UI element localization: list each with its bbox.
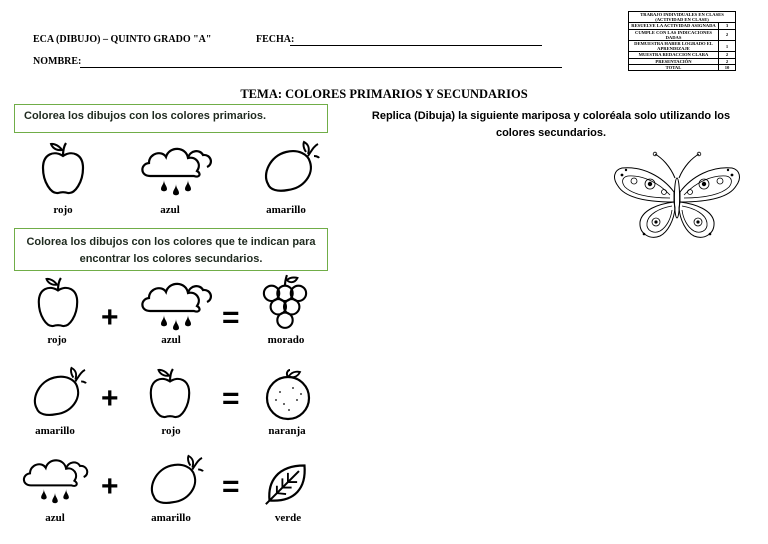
rubric-total-label: TOTAL [629,64,719,70]
rubric-title: TRABAJO INDIVIDUALES EN CLASES (ACTIVIDAD EN CLASE) [629,12,736,23]
instruction-text: Colorea los dibujos con los colores primarios. [24,110,267,122]
plus-sign: + [101,470,119,503]
rubric-total-points: 10 [719,64,736,70]
apple-icon [146,366,194,420]
name-field[interactable] [80,67,562,68]
date-label: FECHA: [256,34,295,45]
lemon-icon [28,366,88,420]
rubric-points: 2 [719,52,736,58]
equals-sign: = [222,301,240,334]
color-label: naranja [268,425,306,437]
rubric-points: 3 [719,23,736,29]
rubric-criterion: DEMUESTRA HABER LOGRADO EL APRENDIZAJE [629,41,719,52]
rubric-criterion: MUESTRA REDACCION CLARA [629,52,719,58]
rain-cloud-icon [136,140,216,196]
instruction-box-primary [14,104,328,133]
color-label: rojo [161,425,181,437]
rain-cloud-icon [18,452,92,504]
rubric-criterion: CUMPLE CON LAS INDICACIONES DADAS [629,29,719,40]
rubric-points: 1 [719,41,736,52]
orange-icon [263,366,313,422]
apple-icon [38,140,88,196]
name-label: NOMBRE: [33,56,82,67]
butterfly-icon [612,148,742,244]
equals-sign: = [222,470,240,503]
equals-sign: = [222,382,240,415]
course-label: ECA (DIBUJO) – QUINTO GRADO "A" [33,34,212,45]
date-field[interactable] [290,45,542,46]
rubric-criterion: PRESENTACIÓN [629,58,719,64]
color-label: azul [161,334,181,346]
lemon-icon [146,454,204,508]
color-label: amarillo [151,512,191,524]
plus-sign: + [101,382,119,415]
rubric-points: 2 [719,29,736,40]
grapes-icon [261,272,309,330]
lemon-icon [260,140,320,196]
color-label: rojo [53,204,73,216]
rubric-table [628,11,736,71]
leaf-icon [264,460,310,506]
color-label: amarillo [266,204,306,216]
rain-cloud-icon [136,275,216,331]
color-label: morado [267,334,305,346]
color-label: azul [45,512,65,524]
color-label: amarillo [35,425,75,437]
color-label: rojo [47,334,67,346]
instruction-text: Colorea los dibujos con los colores que te indican para encontrar los colores secundarios. [26,236,316,265]
page-title: TEMA: COLORES PRIMARIOS Y SECUNDARIOS [240,87,528,101]
plus-sign: + [101,301,119,334]
rubric-points: 2 [719,58,736,64]
instruction-box-secondary [14,228,328,271]
color-label: verde [274,512,302,524]
rubric-criterion: RESUELVE LA ACTIVIDAD ASIGNADA [629,23,719,29]
butterfly-instruction: Replica (Dibuja) la siguiente mariposa y coloréala solo utilizando los colores secundarios. [371,110,731,139]
color-label: azul [160,204,180,216]
apple-icon [34,275,82,329]
